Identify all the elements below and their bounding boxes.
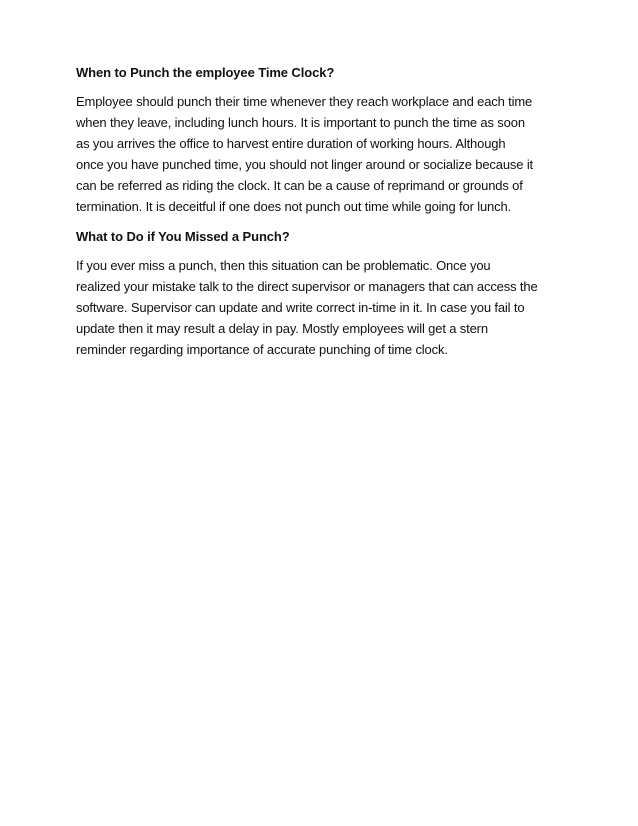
paragraph-line: once you have punched time, you should not linger around or socialize because it [76, 157, 534, 172]
paragraph-line: Employee should punch their time whenever they reach workplace and each time [76, 94, 533, 109]
section-paragraph-missed-punch [76, 255, 576, 360]
paragraph-line: update then it may result a delay in pay. Mostly employees will get a stern [76, 321, 488, 336]
paragraph-line: as you arrives the office to harvest entire duration of working hours. Although [76, 136, 506, 151]
section-heading-when-to-punch: When to Punch the employee Time Clock? [76, 65, 335, 80]
document-body [76, 62, 576, 369]
paragraph-line: termination. It is deceitful if one does not punch out time while going for lunch. [76, 199, 512, 214]
paragraph-line: realized your mistake talk to the direct supervisor or managers that can access the [76, 279, 538, 294]
section-heading-missed-punch: What to Do if You Missed a Punch? [76, 229, 290, 244]
paragraph-line: If you ever miss a punch, then this situation can be problematic. Once you [76, 258, 491, 273]
paragraph-line: can be referred as riding the clock. It can be a cause of reprimand or grounds of [76, 178, 523, 193]
paragraph-line: when they leave, including lunch hours. It is important to punch the time as soon [76, 115, 525, 130]
section-paragraph-when-to-punch [76, 91, 576, 217]
paragraph-line: software. Supervisor can update and write correct in-time in it. In case you fail to [76, 300, 525, 315]
paragraph-line: reminder regarding importance of accurate punching of time clock. [76, 342, 448, 357]
